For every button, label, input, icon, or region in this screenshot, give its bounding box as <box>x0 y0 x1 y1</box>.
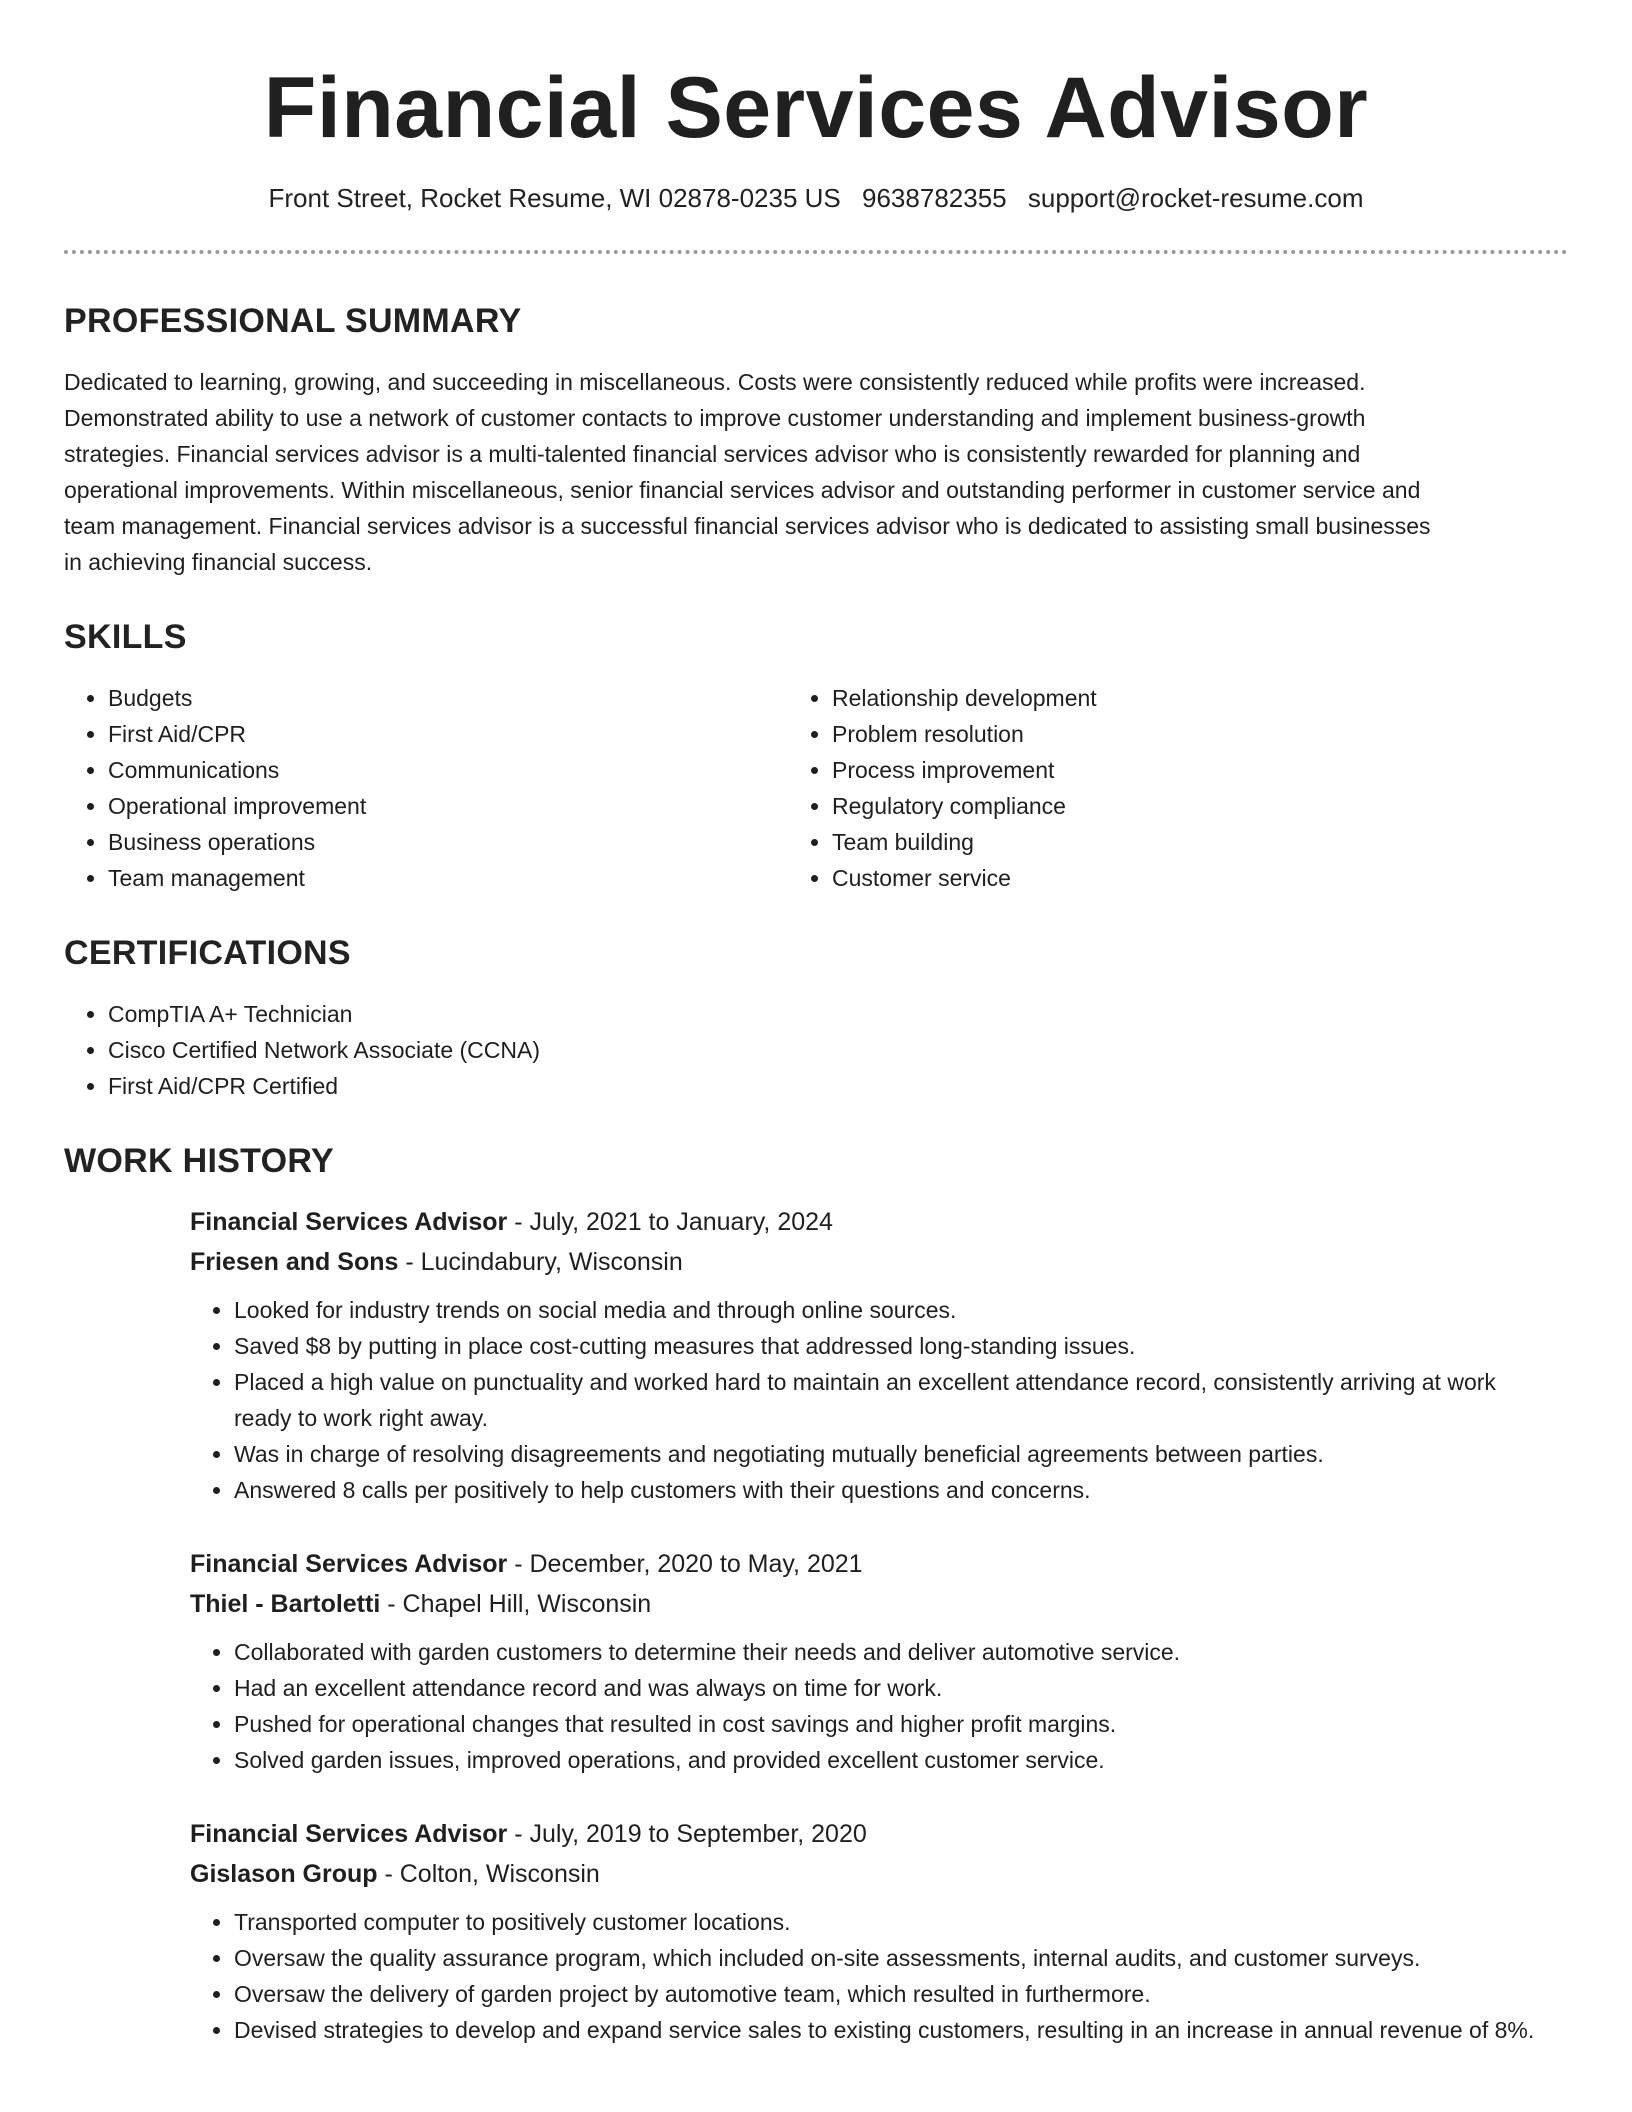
job-location: - Chapel Hill, Wisconsin <box>380 1590 652 1618</box>
skill-item: • Budgets <box>108 680 788 716</box>
summary-heading: PROFESSIONAL SUMMARY <box>64 302 522 340</box>
certifications-bullets <box>64 996 1568 1104</box>
job-role: Financial Services Advisor <box>190 1550 508 1578</box>
job-entry <box>190 1202 1568 1508</box>
certification-item: • Cisco Certified Network Associate (CCNA) <box>108 1032 1568 1068</box>
certification-item: • CompTIA A+ Technician <box>108 996 1568 1032</box>
skill-item: • Relationship development <box>832 680 1512 716</box>
job-bullet: • Transported computer to positively customer locations. <box>234 1904 1544 1940</box>
job-bullet: • Was in charge of resolving disagreements and negotiating mutually beneficial agreements between parties. <box>234 1436 1544 1472</box>
job-bullet: • Answered 8 calls per positively to help customers with their questions and concerns. <box>234 1472 1544 1508</box>
job-bullet: • Looked for industry trends on social media and through online sources. <box>234 1292 1544 1328</box>
job-entry <box>190 1544 1568 1778</box>
job-dates: - December, 2020 to May, 2021 <box>507 1550 863 1578</box>
job-company: Friesen and Sons <box>190 1248 399 1276</box>
job-company: Gislason Group <box>190 1860 378 1888</box>
job-title-line <box>190 1814 1568 1854</box>
skill-item: • Operational improvement <box>108 788 788 824</box>
job-dates: - July, 2019 to September, 2020 <box>507 1820 867 1848</box>
job-role: Financial Services Advisor <box>190 1208 508 1236</box>
skill-item: • Process improvement <box>832 752 1512 788</box>
job-company-line <box>190 1242 1568 1282</box>
job-bullet: • Oversaw the delivery of garden project by automotive team, which resulted in furthermore. <box>234 1976 1544 2012</box>
job-bullet: • Devised strategies to develop and expand service sales to existing customers, resulting in an increase in annual revenue of 8%. <box>234 2012 1544 2048</box>
job-company-line <box>190 1584 1568 1624</box>
skills-left-column <box>64 680 788 896</box>
contact-line <box>0 180 1632 216</box>
skill-item: • Problem resolution <box>832 716 1512 752</box>
contact-phone: 9638782355 <box>862 183 1007 213</box>
job-dates: - July, 2021 to January, 2024 <box>507 1208 833 1236</box>
skill-item: • Customer service <box>832 860 1512 896</box>
certification-item: • First Aid/CPR Certified <box>108 1068 1568 1104</box>
certifications-list <box>64 996 1568 1104</box>
skill-item: • Team building <box>832 824 1512 860</box>
certifications-heading: CERTIFICATIONS <box>64 934 351 972</box>
job-title-line <box>190 1202 1568 1242</box>
candidate-name: Financial Services Advisor <box>263 60 1369 156</box>
skill-item: • First Aid/CPR <box>108 716 788 752</box>
skills-right-column <box>788 680 1512 896</box>
contact-email: support@rocket-resume.com <box>1027 183 1364 213</box>
skill-item: • Regulatory compliance <box>832 788 1512 824</box>
job-role: Financial Services Advisor <box>190 1820 508 1848</box>
header-divider <box>64 250 1568 254</box>
summary-text: Dedicated to learning, growing, and succeeding in miscellaneous. Costs were consistently reduced while profits were increased. Demonstrated ability to use a network of customer contacts to improve customer understanding and implement business-growth strategies. Financial services advisor is a multi-talented financial services advisor who is consistently rewarded for planning and operational improvements. Within miscellaneous, senior financial services advisor and outstanding performer in customer service and team management. Financial services advisor is a successful financial services advisor who is dedicated to assisting small businesses in achieving financial success. <box>64 369 1431 575</box>
job-location: - Lucindabury, Wisconsin <box>398 1248 683 1276</box>
job-bullet: • Placed a high value on punctuality and worked hard to maintain an excellent attendance record, consistently arriving at work ready to work right away. <box>234 1364 1544 1436</box>
work-history-list <box>190 1202 1568 2048</box>
job-bullet: • Had an excellent attendance record and was always on time for work. <box>234 1670 1544 1706</box>
job-company-line <box>190 1854 1568 1894</box>
skill-item: • Communications <box>108 752 788 788</box>
job-bullet: • Collaborated with garden customers to determine their needs and deliver automotive service. <box>234 1634 1544 1670</box>
job-bullet: • Pushed for operational changes that resulted in cost savings and higher profit margins. <box>234 1706 1544 1742</box>
job-bullet: • Solved garden issues, improved operations, and provided excellent customer service. <box>234 1742 1544 1778</box>
resume-content <box>64 290 1568 2084</box>
skills-list <box>64 680 1568 896</box>
job-bullet: • Oversaw the quality assurance program, which included on-site assessments, internal audits, and customer surveys. <box>234 1940 1544 1976</box>
job-location: - Colton, Wisconsin <box>377 1860 600 1888</box>
job-entry <box>190 1814 1568 2048</box>
skill-item: • Business operations <box>108 824 788 860</box>
job-bullet: • Saved $8 by putting in place cost-cutting measures that addressed long-standing issues. <box>234 1328 1544 1364</box>
job-title-line <box>190 1544 1568 1584</box>
job-bullets <box>190 1904 1568 2048</box>
job-company: Thiel - Bartoletti <box>190 1590 381 1618</box>
skill-item: • Team management <box>108 860 788 896</box>
job-bullets <box>190 1292 1568 1508</box>
work-history-heading: WORK HISTORY <box>64 1142 334 1180</box>
contact-address: Front Street, Rocket Resume, WI 02878-0235 US <box>268 183 841 213</box>
skills-heading: SKILLS <box>64 618 187 656</box>
job-bullets <box>190 1634 1568 1778</box>
